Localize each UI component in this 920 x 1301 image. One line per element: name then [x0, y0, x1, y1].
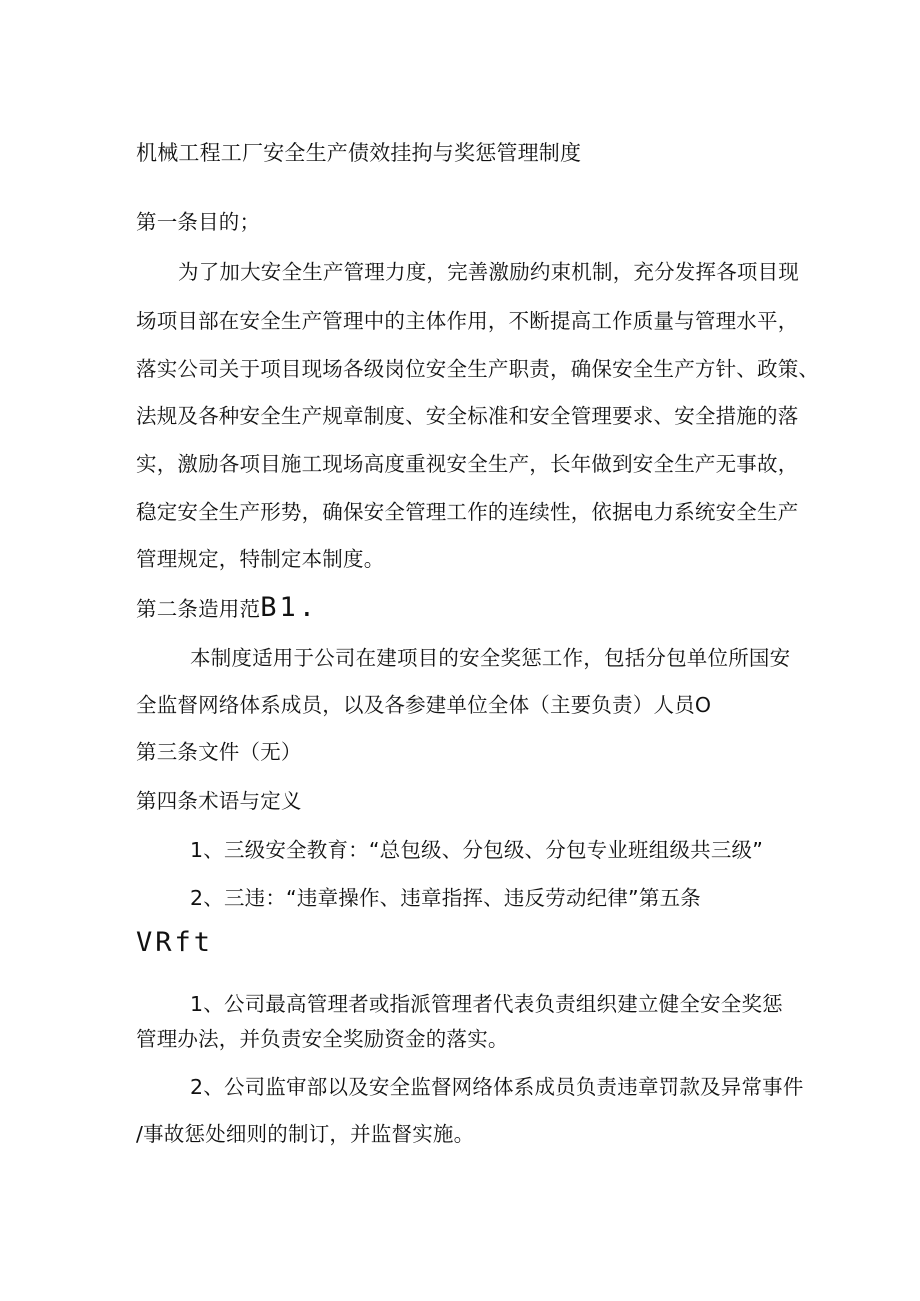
- article-2-line: 本制度适用于公司在建项目的安全奖惩工作，包括分包单位所国安: [190, 646, 791, 670]
- article-4-item: 1、三级安全教育：“总包级、分包级、分包专业班组级共三级”: [190, 838, 764, 862]
- article-1-line: 稳定安全生产形势，确保安全管理工作的连续性，依据电力系统安全生产: [136, 500, 799, 524]
- article-5-heading-garbled: VRft: [136, 927, 214, 958]
- article-2-heading: [136, 594, 318, 623]
- document-title: 机械工程工厂安全生产债效挂拘与奖惩管理制度: [136, 141, 582, 165]
- article-1-line: 管理规定，特制定本制度。: [136, 547, 385, 571]
- article-1-line: 实，激励各项目施工现场高度重视安全生产，长年做到安全生产无事故，: [136, 452, 799, 476]
- article-5-item: 2、公司监审部以及安全监督网络体系成员负责违章罚款及异常事件: [190, 1075, 804, 1099]
- article-5-item: 管理办法，并负责安全奖励资金的落实。: [136, 1027, 509, 1051]
- article-2-heading-garbled: B1.: [260, 592, 318, 623]
- article-4-item: 2、三违：“违章操作、违章指挥、违反劳动纪律”第五条: [190, 886, 701, 910]
- article-1-line: 场项目部在安全生产管理中的主体作用，不断提高工作质量与管理水平，: [136, 309, 799, 333]
- article-5-item: 1、公司最高管理者或指派管理者代表负责组织建立健全安全奖惩: [190, 992, 783, 1016]
- article-1-line: 落实公司关于项目现场各级岗位安全生产职责，确保安全生产方针、政策、: [136, 357, 820, 381]
- article-2-line: 全监督网络体系成员，以及各参建单位全体（主要负责）人员O: [136, 693, 712, 717]
- article-5-item: /事故惩处细则的制订，并监督实施。: [136, 1122, 475, 1146]
- article-1-line: 为了加大安全生产管理力度，完善激励约束机制，充分发挥各项目现: [178, 260, 799, 284]
- article-2-heading-text: 第二条造用范: [136, 597, 261, 621]
- article-3-heading: 第三条文件（无）: [136, 740, 302, 764]
- article-1-line: 法规及各种安全生产规章制度、安全标准和安全管理要求、安全措施的落: [136, 404, 799, 428]
- article-4-heading: 第四条术语与定义: [136, 789, 302, 813]
- article-1-heading: 第一条目的；: [136, 210, 261, 234]
